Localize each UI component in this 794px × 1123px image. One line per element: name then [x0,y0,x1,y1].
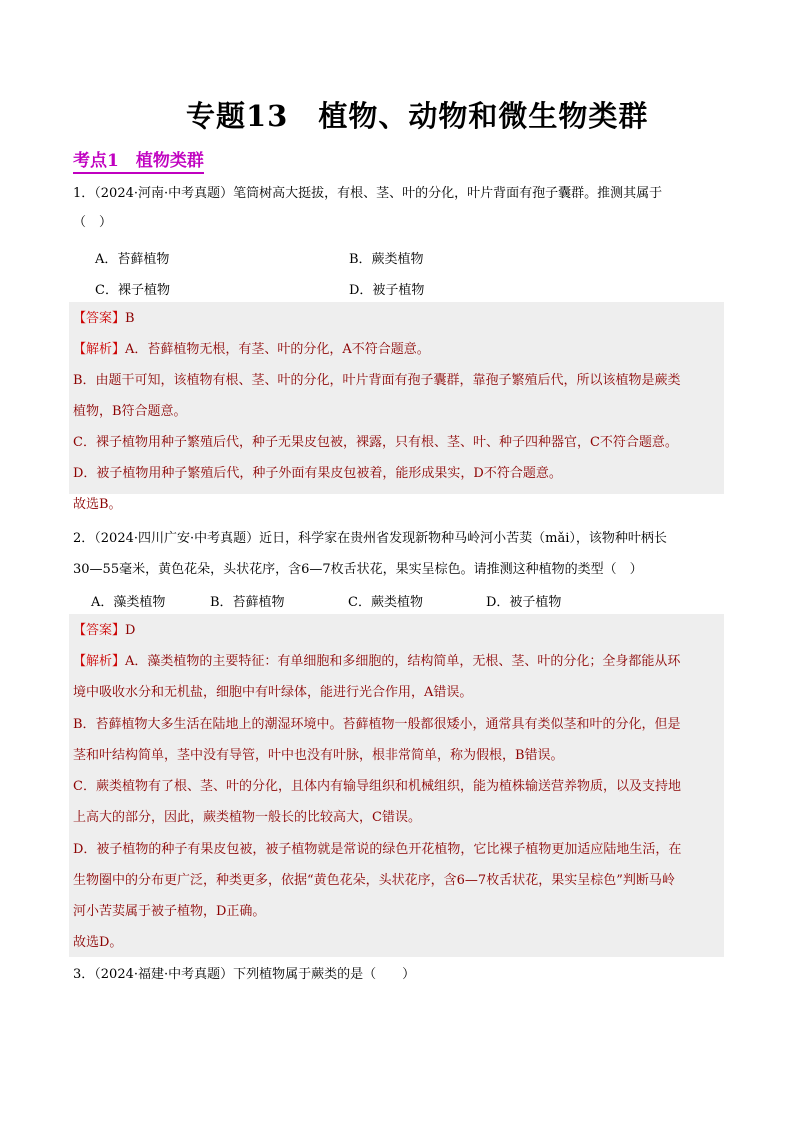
q2-stem-line-2: 30—55毫米，黄色花朵，头状花序，含6—7枚舌状花，果实呈棕色。请推测这种植物的类型（ ） [73,562,643,577]
answer-tag: 【答案】 [73,311,126,326]
q3-stem-line-1: 3．（2024·福建·中考真题）下列植物属于蕨类的是（ ） [73,967,416,982]
q2-answer-line [73,622,135,640]
q1-option-a: A．苔藓植物 [95,252,170,267]
q1-stem-line-1: 1．（2024·河南·中考真题）笔筒树高大挺拔，有根、茎、叶的分化，叶片背面有孢子囊群。推测其属于 [73,186,663,201]
q2-analysis-line-6: 上高大的部分，因此，蕨类植物一般长的比较高大，C错误。 [73,810,421,825]
q1-option-d: D．被子植物 [349,283,425,298]
q2-stem-line-1: 2．（2024·四川广安·中考真题）近日，科学家在贵州省发现新物种马岭河小苦荬（mǎi），该物种叶柄长 [73,531,667,546]
answer-value: D [125,623,136,638]
q2-analysis-line-9: 河小苦荬属于被子植物，D正确。 [73,904,266,919]
q2-analysis-line-5: C．蕨类植物有了根、茎、叶的分化，且体内有输导组织和机械组织，能为植株输送营养物质，以及支持地 [73,779,681,794]
page-title: 专题13 植物、动物和微生物类群 [186,99,649,133]
q2-option-d: D．被子植物 [486,595,562,610]
q1-option-b: B．蕨类植物 [349,252,424,267]
q1-analysis-line-1 [73,341,430,359]
q2-analysis-line-2: 境中吸收水分和无机盐，细胞中有叶绿体，能进行光合作用，A错误。 [73,685,473,700]
q1-analysis-line-4: C．裸子植物用种子繁殖后代，种子无果皮包被，裸露，只有根、茎、叶、种子四种器官，C不符合题意。 [73,435,678,450]
q2-option-a: A．藻类植物 [91,595,166,610]
q2-analysis-line-7: D．被子植物的种子有果皮包被，被子植物就是常说的绿色开花植物，它比裸子植物更加适应陆地生活，在 [73,842,682,857]
analysis-text: A．藻类植物的主要特征：有单细胞和多细胞的，结构简单，无根、茎、叶的分化；全身都能从环 [125,654,681,669]
q1-option-c: C．裸子植物 [95,283,170,298]
analysis-tag: 【解析】 [73,654,126,669]
q1-analysis-line-6: 故选B。 [73,497,122,512]
q2-analysis-line-3: B．苔藓植物大多生活在陆地上的潮湿环境中。苔藓植物一般都很矮小，通常具有类似茎和叶的分化，但是 [73,717,681,732]
analysis-text: A．苔藓植物无根，有茎、叶的分化，A不符合题意。 [125,342,430,357]
analysis-tag: 【解析】 [73,342,126,357]
q1-answer-line [73,310,135,328]
q2-analysis-line-10: 故选D。 [73,935,123,950]
answer-tag: 【答案】 [73,623,126,638]
section-heading: 考点1 植物类群 [73,146,204,174]
answer-value: B [125,311,135,326]
q2-analysis-line-1 [73,653,680,671]
q2-analysis-line-4: 茎和叶结构简单，茎中没有导管，叶中也没有叶脉，根非常简单，称为假根，B错误。 [73,748,564,763]
q2-option-b: B．苔藓植物 [210,595,285,610]
q1-analysis-line-5: D．被子植物用种子繁殖后代，种子外面有果皮包被着，能形成果实，D不符合题意。 [73,466,562,481]
q2-analysis-line-8: 生物圈中的分布更广泛，种类更多，依据“黄色花朵，头状花序，含6—7枚舌状花，果实呈棕色”判断马岭 [73,873,675,888]
q1-analysis-line-2: B．由题干可知，该植物有根、茎、叶的分化，叶片背面有孢子囊群，靠孢子繁殖后代，所以该植物是蕨类 [73,373,681,388]
q1-analysis-line-3: 植物，B符合题意。 [73,404,187,419]
q1-stem-line-2: （ ） [73,215,113,230]
q2-option-c: C．蕨类植物 [348,595,423,610]
